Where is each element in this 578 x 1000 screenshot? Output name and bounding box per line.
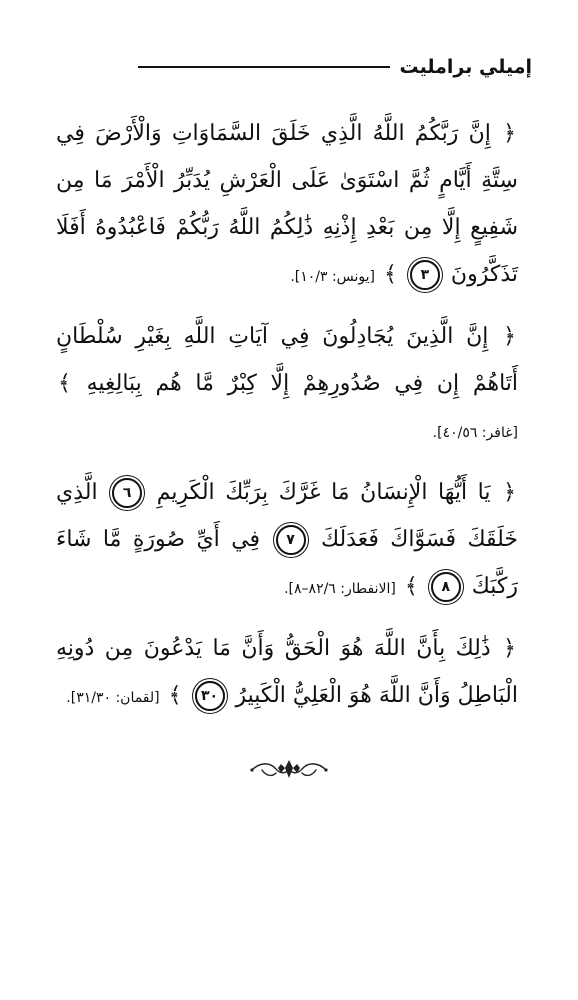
- verses-block: [56, 110, 518, 734]
- verse-reference: [الانفطار: ٨٢/٦–٨].: [284, 581, 396, 597]
- ornamental-divider-icon: [248, 752, 330, 786]
- verse-text-2: الَّذِي خَلَقَكَ فَسَوَّاكَ فَعَدَلَكَ: [56, 480, 519, 552]
- verse-yunus: [56, 110, 518, 301]
- verse-reference: [يونس: ١٠/٣].: [290, 269, 376, 285]
- close-bracket: ﴾: [404, 574, 418, 599]
- close-bracket: ﴾: [168, 683, 182, 708]
- verse-text: يَا أَيُّهَا الْإِنسَانُ مَا غَرَّكَ بِرَبِّكَ الْكَرِيمِ: [156, 480, 491, 505]
- open-bracket: ﴿: [503, 480, 516, 505]
- verse-text-3: فِي أَيِّ صُورَةٍ مَّا شَاءَ رَكَّبَكَ: [56, 527, 518, 599]
- verse-text: ذَٰلِكَ بِأَنَّ اللَّهَ هُوَ الْحَقُّ وَأَنَّ مَا يَدْعُونَ مِن دُونِهِ الْبَاطِلُ وَأَنَّ اللَّهَ هُوَ الْعَلِيُّ الْكَبِيرُ: [56, 636, 518, 708]
- ayah-number: ٣: [410, 260, 440, 290]
- ayah-number: ٨: [431, 572, 461, 602]
- verse-ghafir: [56, 313, 518, 457]
- ayah-number: ٦: [112, 478, 142, 508]
- close-bracket: ﴾: [384, 262, 397, 287]
- open-bracket: ﴿: [503, 324, 516, 349]
- verse-reference: [لقمان: ٣١/٣٠].: [66, 690, 160, 706]
- verse-text: إِنَّ رَبَّكُمُ اللَّهُ الَّذِي خَلَقَ السَّمَاوَاتِ وَالْأَرْضَ فِي سِتَّةِ أَيَّامٍ ثُمَّ اسْتَوَىٰ عَلَى الْعَرْشِ يُدَبِّرُ الْأَمْرَ مَا مِن شَفِيعٍ إِلَّا مِن بَعْدِ إِذْنِهِ ذَٰلِكُمُ اللَّهُ رَبُّكُمْ فَاعْبُدُوهُ أَفَلَا تَذَكَّرُونَ: [56, 121, 518, 287]
- header-title: إميلي برامليت: [399, 56, 532, 78]
- verse-text: إِنَّ الَّذِينَ يُجَادِلُونَ فِي آيَاتِ اللَّهِ بِغَيْرِ سُلْطَانٍ أَتَاهُمْ إِن فِي صُدُورِهِمْ إِلَّا كِبْرٌ مَّا هُم بِبَالِغِيهِ: [56, 324, 519, 396]
- open-bracket: ﴿: [503, 121, 516, 146]
- verse-reference: [غافر: ٤٠/٥٦].: [432, 425, 518, 441]
- open-bracket: ﴿: [503, 636, 516, 661]
- page-header: [138, 52, 532, 82]
- close-bracket: ﴾: [58, 371, 71, 396]
- header-rule: [138, 66, 390, 68]
- ayah-number: ٣٠: [195, 681, 225, 711]
- verse-luqman: [56, 625, 518, 722]
- verse-infitar: [56, 469, 518, 613]
- ayah-number: ٧: [276, 525, 306, 555]
